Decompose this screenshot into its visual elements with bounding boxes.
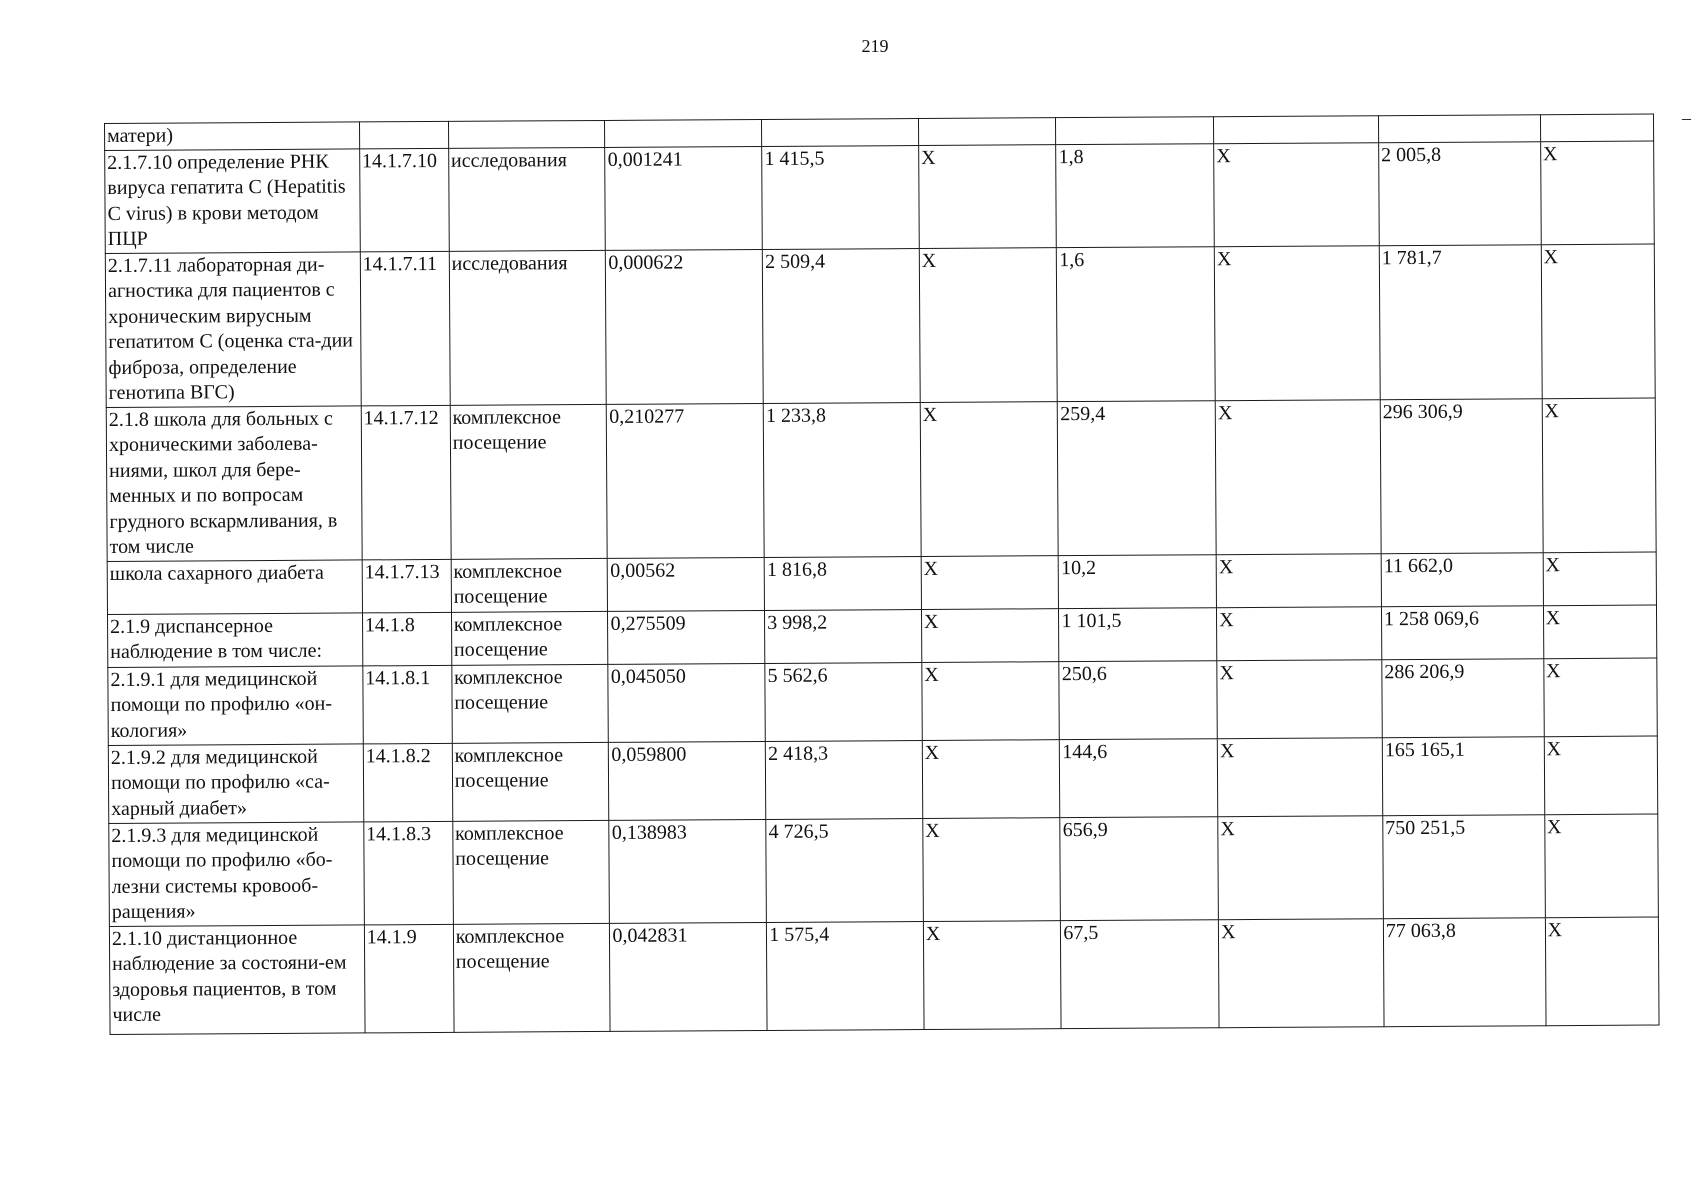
row-col8-cell: X (1219, 918, 1384, 1027)
row-col8-cell: X (1215, 399, 1381, 554)
row-unit-cell: комплексное посещение (453, 820, 610, 924)
row-rate-cell: 0,138983 (609, 819, 766, 923)
row-description-cell: школа сахарного диабета (107, 559, 362, 614)
row-code-cell: 14.1.8.2 (363, 743, 452, 822)
row-col7-cell: 656,9 (1060, 816, 1218, 920)
row-cost-cell (762, 119, 919, 146)
row-col10-cell: X (1543, 605, 1657, 659)
row-total-cell: 750 251,5 (1383, 814, 1545, 918)
row-col8-cell: X (1218, 815, 1383, 919)
table-row (109, 917, 1659, 1034)
row-col6-cell: X (922, 739, 1060, 818)
edge-mark: – (1682, 108, 1691, 128)
row-col8-cell: X (1216, 553, 1381, 607)
row-col8-cell: X (1217, 737, 1382, 816)
row-description-cell: 2.1.9.1 для медицинской помощи по профилю «он-кология» (108, 665, 363, 745)
row-total-cell: 286 206,9 (1382, 658, 1544, 737)
row-code-cell: 14.1.7.13 (362, 559, 451, 613)
row-col6-cell: X (921, 555, 1059, 609)
row-col10-cell: X (1545, 917, 1659, 1026)
row-rate-cell: 0,275509 (608, 610, 765, 664)
row-description-cell: 2.1.8 школа для больных с хроническими заболева-ниями, школ для бере-менных и по вопросам грудного вскармливания, в том числе (106, 405, 362, 561)
row-cost-cell: 3 998,2 (765, 609, 922, 663)
row-col7-cell: 10,2 (1059, 554, 1217, 608)
table-row (105, 244, 1655, 407)
row-col7-cell (1056, 117, 1214, 144)
row-rate-cell: 0,000622 (606, 249, 764, 404)
row-unit-cell: комплексное посещение (451, 558, 608, 612)
row-col10-cell: X (1544, 814, 1658, 918)
row-description-cell: 2.1.9.3 для медицинской помощи по профилю «бо-лезни системы кровооб-ращения» (109, 821, 364, 926)
row-code-cell: 14.1.8 (362, 612, 451, 666)
row-cost-cell: 1 233,8 (763, 402, 921, 557)
row-rate-cell: 0,042831 (610, 922, 767, 1031)
row-total-cell: 77 063,8 (1383, 917, 1545, 1026)
table-row (108, 736, 1657, 823)
row-description-cell: 2.1.9 диспансерное наблюдение в том числе: (107, 612, 362, 667)
row-col6-cell: X (920, 401, 1058, 556)
table-row (107, 605, 1656, 667)
row-description-cell: 2.1.9.2 для медицинской помощи по профилю «са-харный диабет» (108, 743, 363, 823)
row-unit-cell: комплексное посещение (451, 611, 608, 665)
row-col10-cell (1540, 114, 1653, 141)
row-code-cell: 14.1.8.3 (364, 821, 454, 925)
row-total-cell: 165 165,1 (1382, 736, 1544, 815)
page-number: 219 (861, 36, 889, 56)
row-description-cell: 2.1.10 дистанционное наблюдение за состояни-ем здоровья пациентов, в том числе (109, 924, 364, 1034)
row-cost-cell: 4 726,5 (766, 818, 923, 922)
row-col7-cell: 1,8 (1056, 143, 1214, 247)
row-col6-cell: X (921, 608, 1059, 662)
row-unit-cell: комплексное посещение (452, 664, 609, 743)
table-body (105, 114, 1660, 1034)
row-rate-cell (605, 119, 762, 146)
row-col8-cell (1214, 116, 1379, 144)
row-rate-cell: 0,001241 (605, 146, 762, 250)
table-row (106, 398, 1656, 561)
row-cost-cell: 1 415,5 (762, 145, 919, 249)
row-unit-cell: комплексное посещение (450, 404, 608, 559)
row-rate-cell: 0,045050 (608, 663, 765, 742)
row-unit-cell: исследования (448, 147, 605, 251)
table-row (105, 141, 1655, 253)
row-rate-cell: 0,210277 (607, 403, 765, 558)
row-code-cell: 14.1.7.10 (359, 148, 449, 252)
row-col7-cell: 1 101,5 (1059, 607, 1217, 661)
row-code-cell (359, 121, 448, 148)
row-cost-cell: 2 418,3 (765, 740, 922, 819)
row-col7-cell: 67,5 (1061, 919, 1219, 1028)
row-col8-cell: X (1217, 659, 1382, 738)
row-description-cell: матери) (105, 122, 360, 150)
data-table (104, 114, 1660, 1035)
row-col6-cell: X (922, 661, 1060, 740)
row-total-cell: 1 258 069,6 (1381, 605, 1543, 659)
row-code-cell: 14.1.7.12 (361, 405, 451, 560)
row-cost-cell: 5 562,6 (765, 662, 922, 741)
row-col7-cell: 259,4 (1058, 400, 1217, 555)
row-col7-cell: 250,6 (1059, 660, 1217, 739)
row-cost-cell: 1 816,8 (764, 556, 921, 610)
row-rate-cell: 0,00562 (608, 557, 765, 611)
table-row (108, 658, 1657, 745)
row-col8-cell: X (1214, 142, 1379, 246)
row-total-cell: 2 005,8 (1379, 141, 1541, 245)
row-unit-cell (448, 120, 605, 147)
row-total-cell: 296 306,9 (1380, 398, 1543, 553)
table-row (109, 814, 1659, 926)
row-cost-cell: 1 575,4 (767, 921, 924, 1030)
row-unit-cell: комплексное посещение (453, 923, 610, 1032)
row-col10-cell: X (1543, 552, 1657, 606)
row-cost-cell: 2 509,4 (762, 248, 920, 403)
row-unit-cell: исследования (449, 250, 607, 405)
row-rate-cell: 0,059800 (609, 741, 766, 820)
row-code-cell: 14.1.7.11 (360, 251, 450, 406)
row-col7-cell: 1,6 (1057, 246, 1216, 401)
row-unit-cell: комплексное посещение (452, 742, 609, 821)
row-col8-cell: X (1214, 245, 1380, 400)
row-total-cell: 1 781,7 (1379, 244, 1542, 399)
row-total-cell (1378, 115, 1540, 142)
row-total-cell: 11 662,0 (1381, 552, 1543, 606)
row-code-cell: 14.1.8.1 (363, 665, 452, 744)
row-col6-cell: X (919, 247, 1057, 402)
row-description-cell: 2.1.7.10 определение РНК вируса гепатита С (Hepatitis C virus) в крови методом ПЦР (105, 148, 360, 253)
table-row (107, 552, 1656, 614)
row-col10-cell: X (1540, 141, 1654, 245)
row-col10-cell: X (1544, 736, 1658, 815)
row-col8-cell: X (1217, 606, 1382, 660)
row-col10-cell: X (1541, 244, 1655, 399)
row-col10-cell: X (1542, 398, 1656, 553)
row-col6-cell: X (923, 817, 1061, 921)
row-col7-cell: 144,6 (1060, 738, 1218, 817)
row-description-cell: 2.1.7.11 лабораторная ди-агностика для пациентов с хроническим вирусным гепатитом С (оценка ста-дии фиброза, определение генотипа ВГС) (105, 251, 361, 407)
row-col6-cell: X (923, 920, 1061, 1029)
row-col6-cell (918, 118, 1056, 145)
row-code-cell: 14.1.9 (364, 924, 454, 1033)
row-col6-cell: X (919, 144, 1057, 248)
row-col10-cell: X (1543, 658, 1657, 737)
